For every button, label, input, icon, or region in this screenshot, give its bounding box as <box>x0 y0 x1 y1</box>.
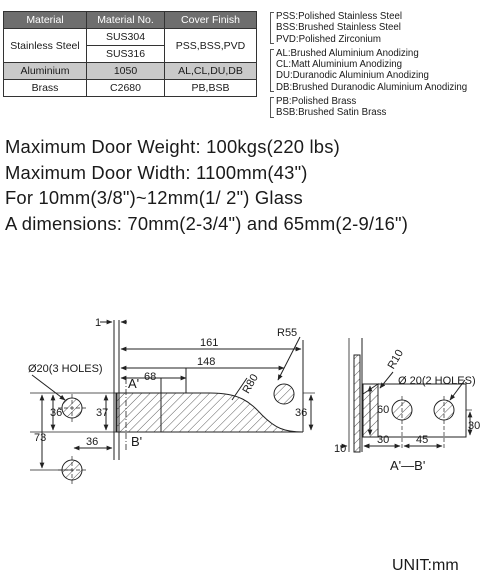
label-dim-30-v: 30 <box>468 420 481 432</box>
label-dim-36-right: 36 <box>295 407 308 419</box>
label-section-ab: A'—B' <box>390 458 426 473</box>
label-dim-36-bottom: 36 <box>86 436 99 448</box>
label-r10: R10 <box>385 347 407 372</box>
cell-aluminium-finish: AL,CL,DU,DB <box>165 63 257 80</box>
unit-label: UNIT:mm <box>392 557 459 574</box>
spec-max-weight: Maximum Door Weight: 100kgs(220 lbs) <box>5 136 340 157</box>
label-dim-1: 1 <box>95 317 102 329</box>
label-dim-36-left: 36 <box>50 407 63 419</box>
cell-brass-material: Brass <box>4 80 87 97</box>
legend-db: DB:Brushed Duranodic Aluminium Anodizing <box>276 81 468 93</box>
label-dim-10: 10 <box>334 443 347 455</box>
front-view <box>30 320 315 484</box>
cell-stainless-material: Stainless Steel <box>4 29 87 63</box>
hole-right <box>274 384 294 404</box>
label-dim-148: 148 <box>197 356 216 368</box>
spec-max-width: Maximum Door Width: 1100mm(43") <box>5 161 308 183</box>
label-dim-161: 161 <box>200 337 219 349</box>
header-material-no: Material No. <box>87 12 165 29</box>
legend-al: AL:Brushed Aluminium Anodizing <box>276 47 419 59</box>
cell-sus304: SUS304 <box>87 29 165 46</box>
cell-aluminium-material: Aluminium <box>4 63 87 80</box>
cell-sus316: SUS316 <box>87 46 165 63</box>
label-dim-30-h: 30 <box>377 434 390 446</box>
legend-du: DU:Duranodic Aluminium Anodizing <box>276 70 429 82</box>
section-view <box>340 338 472 452</box>
label-right-holes: Ø 20(2 HOLES) <box>398 375 476 387</box>
legend-bss: BSS:Brushed Stainless Steel <box>276 22 401 34</box>
label-r80: R80 <box>240 372 261 396</box>
spec-glass: For 10mm(3/8")~12mm(1/ 2") Glass <box>5 187 303 208</box>
label-dim-45: 45 <box>416 434 429 446</box>
cell-stainless-finish: PSS,BSS,PVD <box>165 29 257 63</box>
header-material: Material <box>4 12 87 29</box>
header-cover-finish: Cover Finish <box>165 12 257 29</box>
legend-cl: CL:Matt Aluminium Anodizing <box>276 59 402 71</box>
label-section-a: A' <box>128 376 140 391</box>
label-dim-73: 73 <box>34 432 47 444</box>
label-dim-68: 68 <box>144 371 157 383</box>
legend-pss: PSS:Polished Stainless Steel <box>276 11 403 22</box>
legend-bsb: BSB:Brushed Satin Brass <box>276 107 387 119</box>
cell-aluminium-number: 1050 <box>87 63 165 80</box>
label-dim-37: 37 <box>96 407 109 419</box>
glass-section <box>354 355 360 452</box>
cell-brass-number: C2680 <box>87 80 165 97</box>
label-section-b: B' <box>131 434 143 449</box>
label-r55: R55 <box>277 327 298 339</box>
label-dim-60: 60 <box>377 404 390 416</box>
legend-pb: PB:Polished Brass <box>276 96 357 108</box>
spec-a-dimensions: A dimensions: 70mm(2-3/4") and 65mm(2-9/16") <box>5 212 409 234</box>
cell-brass-finish: PB,BSB <box>165 80 257 97</box>
label-left-holes: Ø20(3 HOLES) <box>28 363 103 375</box>
legend-pvd: PVD:Polished Zirconium <box>276 33 381 45</box>
